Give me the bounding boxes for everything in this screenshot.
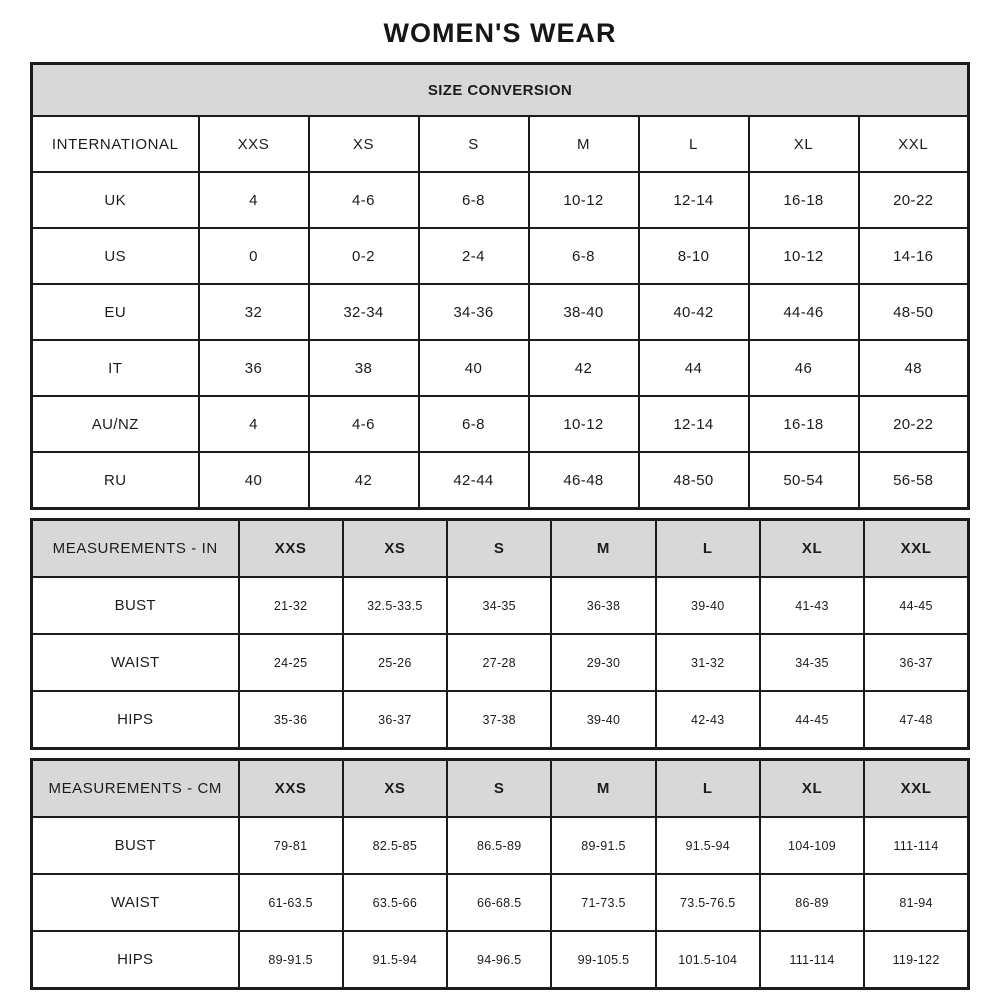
row-label: BUST (32, 817, 239, 874)
value-cell: 35-36 (239, 691, 343, 749)
value-cell: 42 (529, 340, 639, 396)
value-cell: 10-12 (749, 228, 859, 284)
value-cell: 119-122 (864, 931, 968, 989)
value-cell: 4-6 (309, 396, 419, 452)
value-cell: 0-2 (309, 228, 419, 284)
value-cell: 36 (199, 340, 309, 396)
value-cell: 44-45 (760, 691, 864, 749)
table-row (32, 284, 969, 340)
value-cell: 24-25 (239, 634, 343, 691)
size-column-header: S (419, 116, 529, 172)
value-cell: 4 (199, 172, 309, 228)
value-cell: 89-91.5 (239, 931, 343, 989)
size-column-header: XXL (864, 520, 968, 578)
value-cell: 71-73.5 (551, 874, 655, 931)
value-cell: 94-96.5 (447, 931, 551, 989)
size-column-header: XL (749, 116, 859, 172)
value-cell: 44-45 (864, 577, 968, 634)
value-cell: 36-38 (551, 577, 655, 634)
row-label: BUST (32, 577, 239, 634)
value-cell: 20-22 (859, 172, 969, 228)
table-row (32, 172, 969, 228)
value-cell: 46-48 (529, 452, 639, 509)
value-cell: 2-4 (419, 228, 529, 284)
table-header-row (32, 520, 969, 578)
value-cell: 6-8 (419, 172, 529, 228)
table-header-row (32, 116, 969, 172)
value-cell: 66-68.5 (447, 874, 551, 931)
value-cell: 42-43 (656, 691, 760, 749)
value-cell: 104-109 (760, 817, 864, 874)
size-column-header: XXL (859, 116, 969, 172)
table-header-row (32, 760, 969, 818)
value-cell: 16-18 (749, 396, 859, 452)
table-row (32, 396, 969, 452)
table-row (32, 874, 969, 931)
value-cell: 20-22 (859, 396, 969, 452)
value-cell: 6-8 (529, 228, 639, 284)
value-cell: 56-58 (859, 452, 969, 509)
table-row (32, 452, 969, 509)
value-cell: 86.5-89 (447, 817, 551, 874)
size-column-header: XS (343, 760, 447, 818)
row-label: RU (32, 452, 199, 509)
row-label: UK (32, 172, 199, 228)
row-label: EU (32, 284, 199, 340)
value-cell: 21-32 (239, 577, 343, 634)
value-cell: 89-91.5 (551, 817, 655, 874)
value-cell: 91.5-94 (343, 931, 447, 989)
row-label: WAIST (32, 874, 239, 931)
value-cell: 36-37 (864, 634, 968, 691)
value-cell: 12-14 (639, 172, 749, 228)
size-column-header: XS (309, 116, 419, 172)
value-cell: 4 (199, 396, 309, 452)
row-label: HIPS (32, 691, 239, 749)
value-cell: 6-8 (419, 396, 529, 452)
size-column-header: XXS (199, 116, 309, 172)
measurements-in-table (30, 518, 970, 750)
value-cell: 27-28 (447, 634, 551, 691)
page-title: WOMEN'S WEAR (383, 18, 617, 48)
value-cell: 31-32 (656, 634, 760, 691)
value-cell: 38 (309, 340, 419, 396)
value-cell: 25-26 (343, 634, 447, 691)
value-cell: 91.5-94 (656, 817, 760, 874)
value-cell: 48-50 (639, 452, 749, 509)
value-cell: 61-63.5 (239, 874, 343, 931)
value-cell: 4-6 (309, 172, 419, 228)
value-cell: 8-10 (639, 228, 749, 284)
size-column-header: XXS (239, 760, 343, 818)
value-cell: 38-40 (529, 284, 639, 340)
value-cell: 10-12 (529, 396, 639, 452)
table-title: SIZE CONVERSION (32, 64, 969, 117)
value-cell: 42 (309, 452, 419, 509)
value-cell: 39-40 (656, 577, 760, 634)
value-cell: 32-34 (309, 284, 419, 340)
size-column-header: XL (760, 760, 864, 818)
value-cell: 101.5-104 (656, 931, 760, 989)
size-column-header: L (639, 116, 749, 172)
table-row (32, 817, 969, 874)
value-cell: 34-35 (447, 577, 551, 634)
value-cell: 48 (859, 340, 969, 396)
row-label-header: INTERNATIONAL (32, 116, 199, 172)
value-cell: 48-50 (859, 284, 969, 340)
row-label: AU/NZ (32, 396, 199, 452)
value-cell: 47-48 (864, 691, 968, 749)
value-cell: 34-35 (760, 634, 864, 691)
table-row (32, 691, 969, 749)
size-column-header: S (447, 760, 551, 818)
value-cell: 86-89 (760, 874, 864, 931)
value-cell: 63.5-66 (343, 874, 447, 931)
table-title: MEASUREMENTS - CM (32, 760, 239, 818)
value-cell: 39-40 (551, 691, 655, 749)
value-cell: 42-44 (419, 452, 529, 509)
size-column-header: XS (343, 520, 447, 578)
table-title-row (32, 64, 969, 117)
size-column-header: L (656, 760, 760, 818)
size-column-header: XXL (864, 760, 968, 818)
value-cell: 34-36 (419, 284, 529, 340)
value-cell: 40-42 (639, 284, 749, 340)
size-conversion-table (30, 62, 970, 510)
value-cell: 32.5-33.5 (343, 577, 447, 634)
table-row (32, 634, 969, 691)
value-cell: 46 (749, 340, 859, 396)
size-column-header: M (529, 116, 639, 172)
value-cell: 50-54 (749, 452, 859, 509)
value-cell: 32 (199, 284, 309, 340)
value-cell: 44-46 (749, 284, 859, 340)
value-cell: 14-16 (859, 228, 969, 284)
table-title: MEASUREMENTS - IN (32, 520, 239, 578)
value-cell: 111-114 (760, 931, 864, 989)
row-label: WAIST (32, 634, 239, 691)
table-row (32, 577, 969, 634)
row-label: IT (32, 340, 199, 396)
table-row (32, 931, 969, 989)
value-cell: 16-18 (749, 172, 859, 228)
measurements-cm-table (30, 758, 970, 990)
value-cell: 41-43 (760, 577, 864, 634)
value-cell: 37-38 (447, 691, 551, 749)
value-cell: 81-94 (864, 874, 968, 931)
row-label: US (32, 228, 199, 284)
value-cell: 40 (199, 452, 309, 509)
table-row (32, 340, 969, 396)
row-label: HIPS (32, 931, 239, 989)
value-cell: 40 (419, 340, 529, 396)
value-cell: 0 (199, 228, 309, 284)
size-column-header: S (447, 520, 551, 578)
value-cell: 82.5-85 (343, 817, 447, 874)
value-cell: 44 (639, 340, 749, 396)
size-column-header: L (656, 520, 760, 578)
value-cell: 79-81 (239, 817, 343, 874)
size-column-header: XXS (239, 520, 343, 578)
size-column-header: M (551, 520, 655, 578)
value-cell: 29-30 (551, 634, 655, 691)
value-cell: 73.5-76.5 (656, 874, 760, 931)
value-cell: 36-37 (343, 691, 447, 749)
value-cell: 99-105.5 (551, 931, 655, 989)
table-row (32, 228, 969, 284)
size-column-header: XL (760, 520, 864, 578)
size-column-header: M (551, 760, 655, 818)
value-cell: 111-114 (864, 817, 968, 874)
value-cell: 12-14 (639, 396, 749, 452)
value-cell: 10-12 (529, 172, 639, 228)
